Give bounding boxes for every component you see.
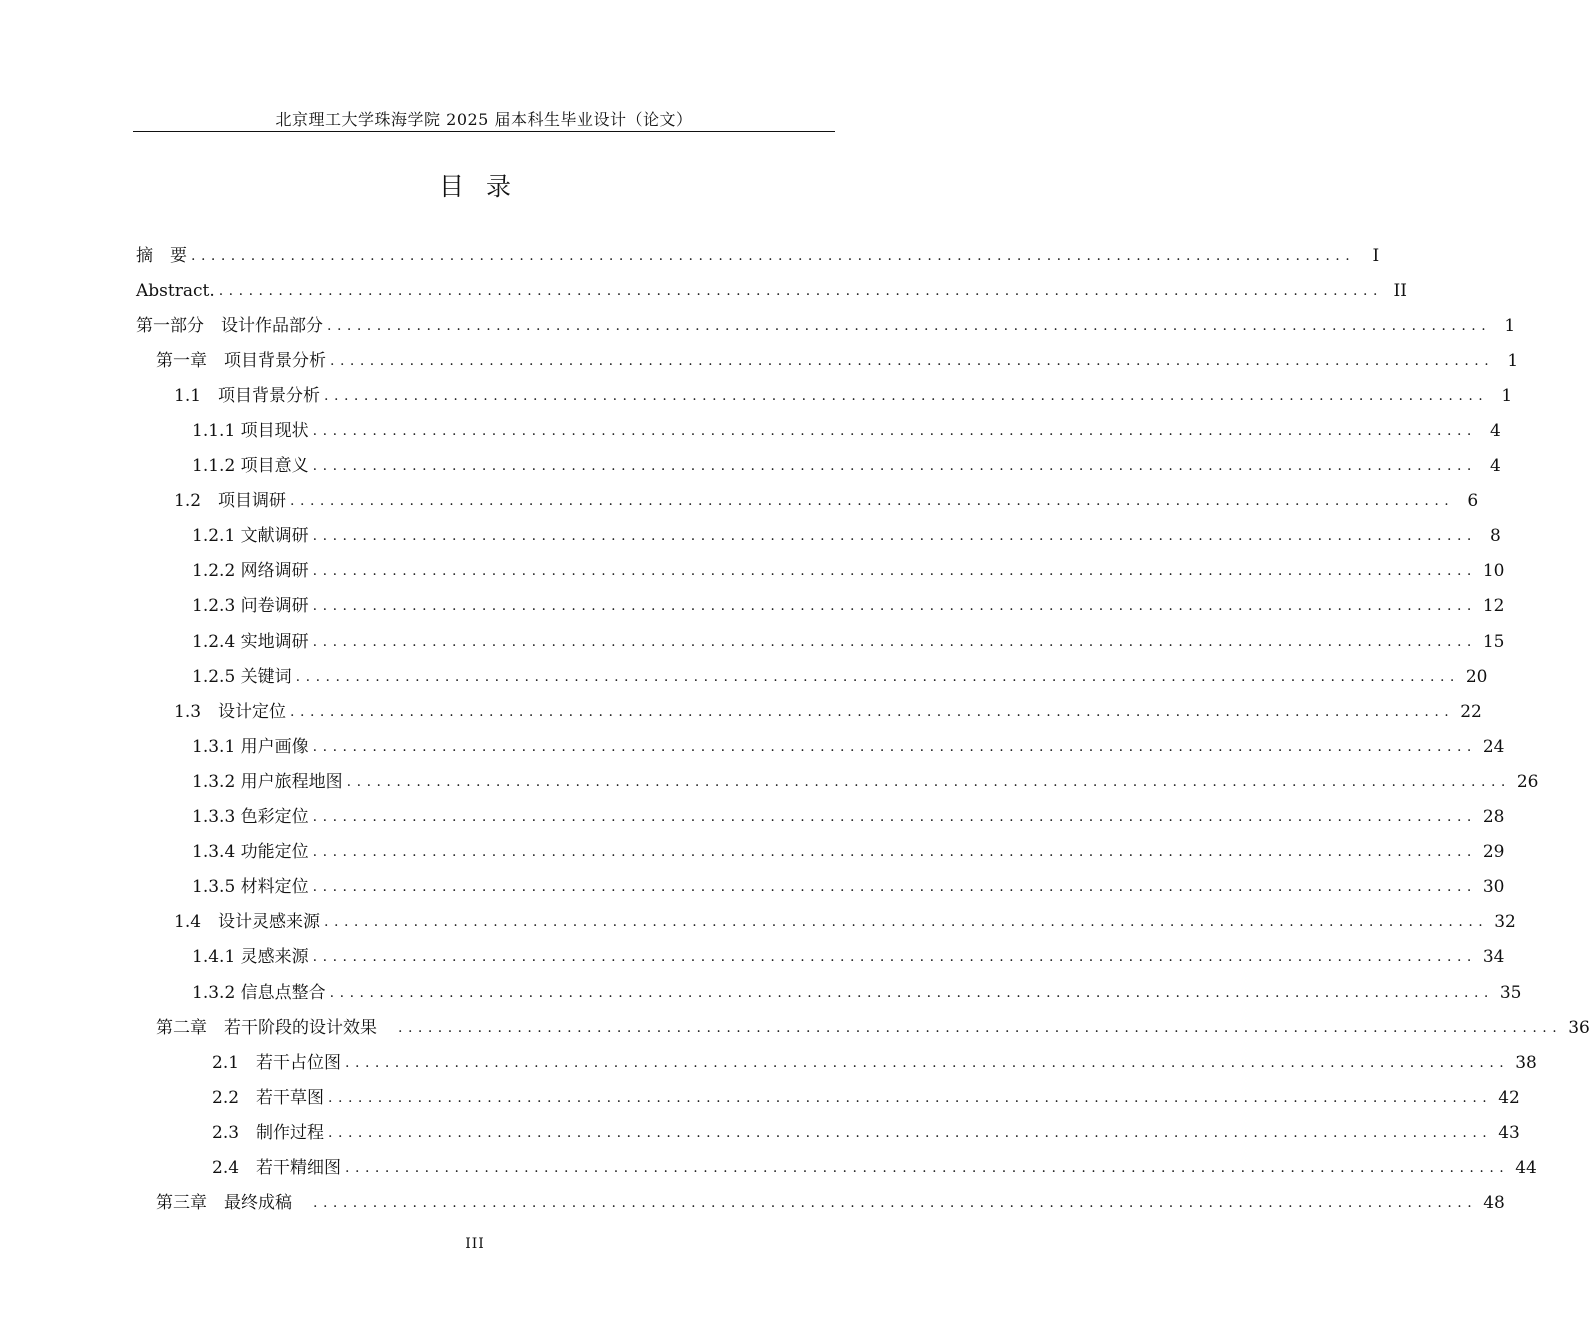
toc-entry[interactable] — [136, 940, 1505, 975]
toc-entry[interactable] — [136, 764, 1539, 799]
toc-entry[interactable] — [136, 1080, 1520, 1115]
toc-entry[interactable] — [136, 659, 1488, 694]
toc-entry-label: 1.4 设计灵感来源 — [174, 912, 321, 933]
toc-entry[interactable] — [136, 413, 1501, 448]
toc-entry-label: 1.3 设计定位 — [174, 701, 287, 722]
toc-entry[interactable] — [136, 484, 1479, 519]
toc-entry[interactable] — [136, 905, 1516, 940]
toc-entry-label: 第二章 若干阶段的设计效果 — [156, 1017, 394, 1038]
toc-leader-dots: ..................................................................................................................... — [329, 984, 1494, 1001]
toc-entry-label: 1.1.1 项目现状 — [192, 421, 309, 442]
toc-leader-dots: ..................................................................................................................... — [312, 598, 1477, 615]
toc-entry[interactable] — [136, 1150, 1537, 1185]
toc-entry-label: 2.2 若干草图 — [212, 1087, 325, 1108]
toc-leader-dots: ..................................................................................................................... — [313, 1195, 1478, 1212]
toc-entry[interactable] — [136, 1010, 1590, 1045]
toc-leader-dots: ..................................................................................................................... — [312, 563, 1477, 580]
toc-entry[interactable] — [136, 1186, 1505, 1221]
toc-leader-dots: ..................................................................................................................... — [312, 949, 1477, 966]
toc-entry-page: 12 — [1482, 596, 1505, 617]
toc-entry[interactable] — [136, 273, 1407, 308]
toc-entry-page: I — [1372, 245, 1380, 266]
toc-entry-page: 20 — [1465, 666, 1488, 687]
toc-entry-page: 42 — [1498, 1087, 1520, 1108]
toc-leader-dots: ..................................................................................................................... — [312, 809, 1477, 826]
toc-leader-dots: ..................................................................................................................... — [218, 282, 1383, 299]
toc-entry-page: 4 — [1490, 456, 1501, 477]
toc-leader-dots: ..................................................................................................................... — [290, 493, 1455, 510]
toc-leader-dots: ..................................................................................................................... — [327, 317, 1492, 334]
toc-entry-page: 1 — [1507, 350, 1519, 371]
toc-entry-label: Abstract. — [136, 280, 215, 301]
toc-leader-dots: ..................................................................................................................... — [312, 528, 1477, 545]
page-header: 北京理工大学珠海学院 2025 届本科生毕业设计（论文） — [275, 110, 693, 129]
toc-entry-page: 43 — [1498, 1122, 1520, 1143]
toc-leader-dots: ..................................................................................................................... — [290, 703, 1455, 720]
toc-entry[interactable] — [136, 449, 1501, 484]
toc-entry[interactable] — [136, 729, 1505, 764]
toc-entry-page: 35 — [1499, 982, 1522, 1003]
toc-leader-dots: ..................................................................................................................... — [330, 352, 1495, 369]
toc-entry[interactable] — [136, 1045, 1537, 1080]
toc-leader-dots: ..................................................................................................................... — [328, 1089, 1493, 1106]
toc-entry-page: 30 — [1482, 877, 1505, 898]
toc-entry-label: 1.2 项目调研 — [174, 491, 287, 512]
toc-entry[interactable] — [136, 1115, 1520, 1150]
toc-entry-page: 15 — [1482, 631, 1505, 652]
toc-entry-label: 摘 要 — [136, 245, 187, 266]
toc-entry-page: 28 — [1482, 807, 1505, 828]
toc-leader-dots: ..................................................................................................................... — [312, 844, 1477, 861]
toc-entry[interactable] — [136, 870, 1505, 905]
toc-entry-label: 2.1 若干占位图 — [212, 1052, 342, 1073]
toc-entry-page: 29 — [1482, 842, 1505, 863]
toc-leader-dots: ..................................................................................................................... — [324, 387, 1489, 404]
toc-entry-label: 1.3.5 材料定位 — [192, 877, 309, 898]
toc-entry-label: 1.3.4 功能定位 — [192, 842, 309, 863]
toc-entry[interactable] — [136, 589, 1505, 624]
toc-entry-label: 1.2.2 网络调研 — [192, 561, 309, 582]
toc-leader-dots: ..................................................................................................................... — [312, 633, 1477, 650]
toc-entry[interactable] — [136, 624, 1505, 659]
toc-entry-page: 6 — [1467, 491, 1479, 512]
toc-entry-label: 1.4.1 灵感来源 — [192, 947, 309, 968]
toc-entry-label: 1.2.3 问卷调研 — [192, 596, 309, 617]
toc-entry-label: 1.2.4 实地调研 — [192, 631, 309, 652]
toc-entry-page: 32 — [1494, 912, 1516, 933]
toc-entry-label: 1.2.1 文献调研 — [192, 526, 309, 547]
toc-leader-dots: ..................................................................................................................... — [191, 247, 1356, 264]
toc-entry-label: 第一章 项目背景分析 — [156, 350, 326, 371]
toc-entry-label: 2.3 制作过程 — [212, 1122, 325, 1143]
toc-entry-page: 10 — [1482, 561, 1505, 582]
toc-entry[interactable] — [136, 343, 1519, 378]
toc-leader-dots: ..................................................................................................................... — [312, 738, 1477, 755]
toc-entry-page: 38 — [1515, 1052, 1537, 1073]
toc-entry-page: 36 — [1568, 1017, 1590, 1038]
toc-entry-page: 24 — [1482, 736, 1505, 757]
toc-entry-page: 48 — [1483, 1193, 1505, 1214]
toc-entry[interactable] — [136, 519, 1501, 554]
toc-entry[interactable] — [136, 308, 1516, 343]
toc-leader-dots: ..................................................................................................................... — [346, 773, 1511, 790]
toc-entry-page: 1 — [1504, 315, 1516, 336]
header-rule — [133, 131, 835, 132]
toc-entry-page: 1 — [1501, 385, 1513, 406]
toc-entry-label: 1.1 项目背景分析 — [174, 385, 321, 406]
toc-entry-label: 1.2.5 关键词 — [192, 666, 292, 687]
toc-leader-dots: ..................................................................................................................... — [345, 1159, 1510, 1176]
toc-entry-label: 1.3.3 色彩定位 — [192, 807, 309, 828]
toc-entry-label: 1.1.2 项目意义 — [192, 456, 309, 477]
toc-entry[interactable] — [136, 975, 1522, 1010]
toc-entry-page: 8 — [1490, 526, 1501, 547]
toc-leader-dots: ..................................................................................................................... — [324, 914, 1489, 931]
toc-entry-label: 2.4 若干精细图 — [212, 1157, 342, 1178]
toc-title: 目录 — [438, 172, 533, 201]
toc-entry-label: 1.3.2 用户旅程地图 — [192, 771, 343, 792]
toc-leader-dots: ..................................................................................................................... — [328, 1124, 1493, 1141]
toc-leader-dots: ..................................................................................................................... — [312, 423, 1477, 440]
toc-leader-dots: ..................................................................................................................... — [312, 879, 1477, 896]
toc-leader-dots: ..................................................................................................................... — [295, 668, 1460, 685]
toc-entry[interactable] — [136, 238, 1380, 273]
toc-leader-dots: ..................................................................................................................... — [398, 1019, 1563, 1036]
toc-entry-label: 第一部分 设计作品部分 — [136, 315, 323, 336]
toc-entry-page: 34 — [1482, 947, 1505, 968]
toc-entry-label: 1.3.2 信息点整合 — [192, 982, 326, 1003]
toc-entry-page: 44 — [1515, 1157, 1537, 1178]
toc-entry[interactable] — [136, 378, 1513, 413]
toc-entry[interactable] — [136, 694, 1482, 729]
toc-entry-page: II — [1393, 280, 1407, 301]
toc-leader-dots: ..................................................................................................................... — [345, 1054, 1510, 1071]
toc-entry[interactable] — [136, 800, 1505, 835]
toc-leader-dots: ..................................................................................................................... — [312, 458, 1477, 475]
toc-entry-label: 1.3.1 用户画像 — [192, 736, 309, 757]
toc-entry[interactable] — [136, 554, 1505, 589]
toc-entry-page: 4 — [1490, 421, 1501, 442]
toc-entry-page: 22 — [1460, 701, 1482, 722]
toc-entry-label: 第三章 最终成稿 — [156, 1193, 309, 1214]
toc-entry[interactable] — [136, 835, 1505, 870]
toc-list — [136, 238, 1590, 1221]
page-number: III — [465, 1236, 485, 1252]
toc-entry-page: 26 — [1516, 771, 1539, 792]
